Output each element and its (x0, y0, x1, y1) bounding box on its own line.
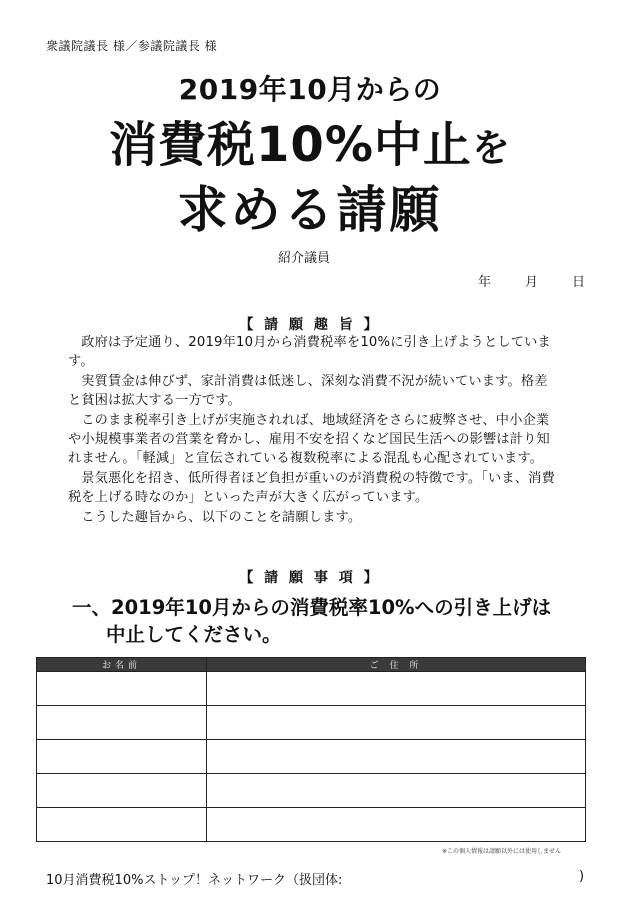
purpose-paragraph: 景気悪化を招き、低所得者ほど負担が重いのが消費税の特徴です。「いま、消費税を上げる時なのか」といった声が大きく広がっています。 (68, 470, 555, 506)
title-line-2-main: 消費税10%中止 (109, 117, 472, 173)
title-line-2-tail: を (471, 126, 511, 170)
purpose-paragraph: このまま税率引き上げが実施されれば、地域経済をさらに疲弊させ、中小企業や小規模事業者の営業を脅かし、雇用不安を招くなど国民生活への影響は計り知れません。「軽減」と宣伝されている複数税率による混乱も心配されています。 (68, 412, 550, 467)
items-heading: 【 請 願 事 項 】 (239, 570, 381, 586)
purpose-paragraph: 政府は予定通り、2019年10月から消費税率を10%に引き上げようとしています。 (68, 335, 551, 370)
address-field[interactable] (207, 774, 586, 808)
name-field[interactable] (37, 706, 207, 740)
signature-row (37, 774, 586, 808)
signature-row (37, 740, 586, 774)
signature-table (36, 657, 586, 842)
privacy-note: ※この個人情報は請願以外には使用しません (442, 848, 562, 855)
address-field[interactable] (207, 808, 586, 842)
footer-close-paren: ) (579, 869, 585, 884)
purpose-paragraph: こうした趣旨から、以下のことを請願します。 (81, 509, 362, 525)
purpose-paragraph: 実質賃金は伸びず、家計消費は低迷し、深刻な消費不況が続いています。格差と貧困は拡大する一方です。 (68, 373, 548, 409)
address-field[interactable] (207, 706, 586, 740)
signature-row (37, 672, 586, 706)
name-column-header: お名前 (37, 658, 207, 672)
address-field[interactable] (207, 672, 586, 706)
addressee: 衆議院議長 様／参議院議長 様 (46, 39, 218, 53)
name-field[interactable] (37, 672, 207, 706)
date-year: 年 (478, 275, 492, 290)
name-field[interactable] (37, 774, 207, 808)
title-line-2 (0, 106, 620, 175)
title-line-1: 2019年10月からの (178, 73, 442, 106)
address-column-header: ご 住 所 (207, 658, 586, 672)
petition-line-2: 中止してください。 (106, 623, 282, 646)
purpose-heading: 【 請 願 趣 旨 】 (239, 317, 381, 333)
petition-item (72, 594, 572, 648)
date-fields (478, 271, 585, 290)
petition-line-1: 一、2019年10月からの消費税率10%への引き上げは (72, 596, 552, 619)
title-line-3: 求める請願 (177, 181, 443, 239)
name-field[interactable] (37, 740, 207, 774)
date-month: 月 (525, 275, 539, 290)
address-field[interactable] (207, 740, 586, 774)
date-day: 日 (572, 275, 586, 290)
signature-row (37, 706, 586, 740)
signature-row (37, 808, 586, 842)
purpose-body (68, 333, 558, 527)
name-field[interactable] (37, 808, 207, 842)
signature-table-header (37, 658, 586, 672)
introducer-label: 紹介議員 (278, 251, 331, 266)
footer-organization: 10月消費税10%ストップ！ネットワーク（扱団体: (46, 873, 343, 888)
